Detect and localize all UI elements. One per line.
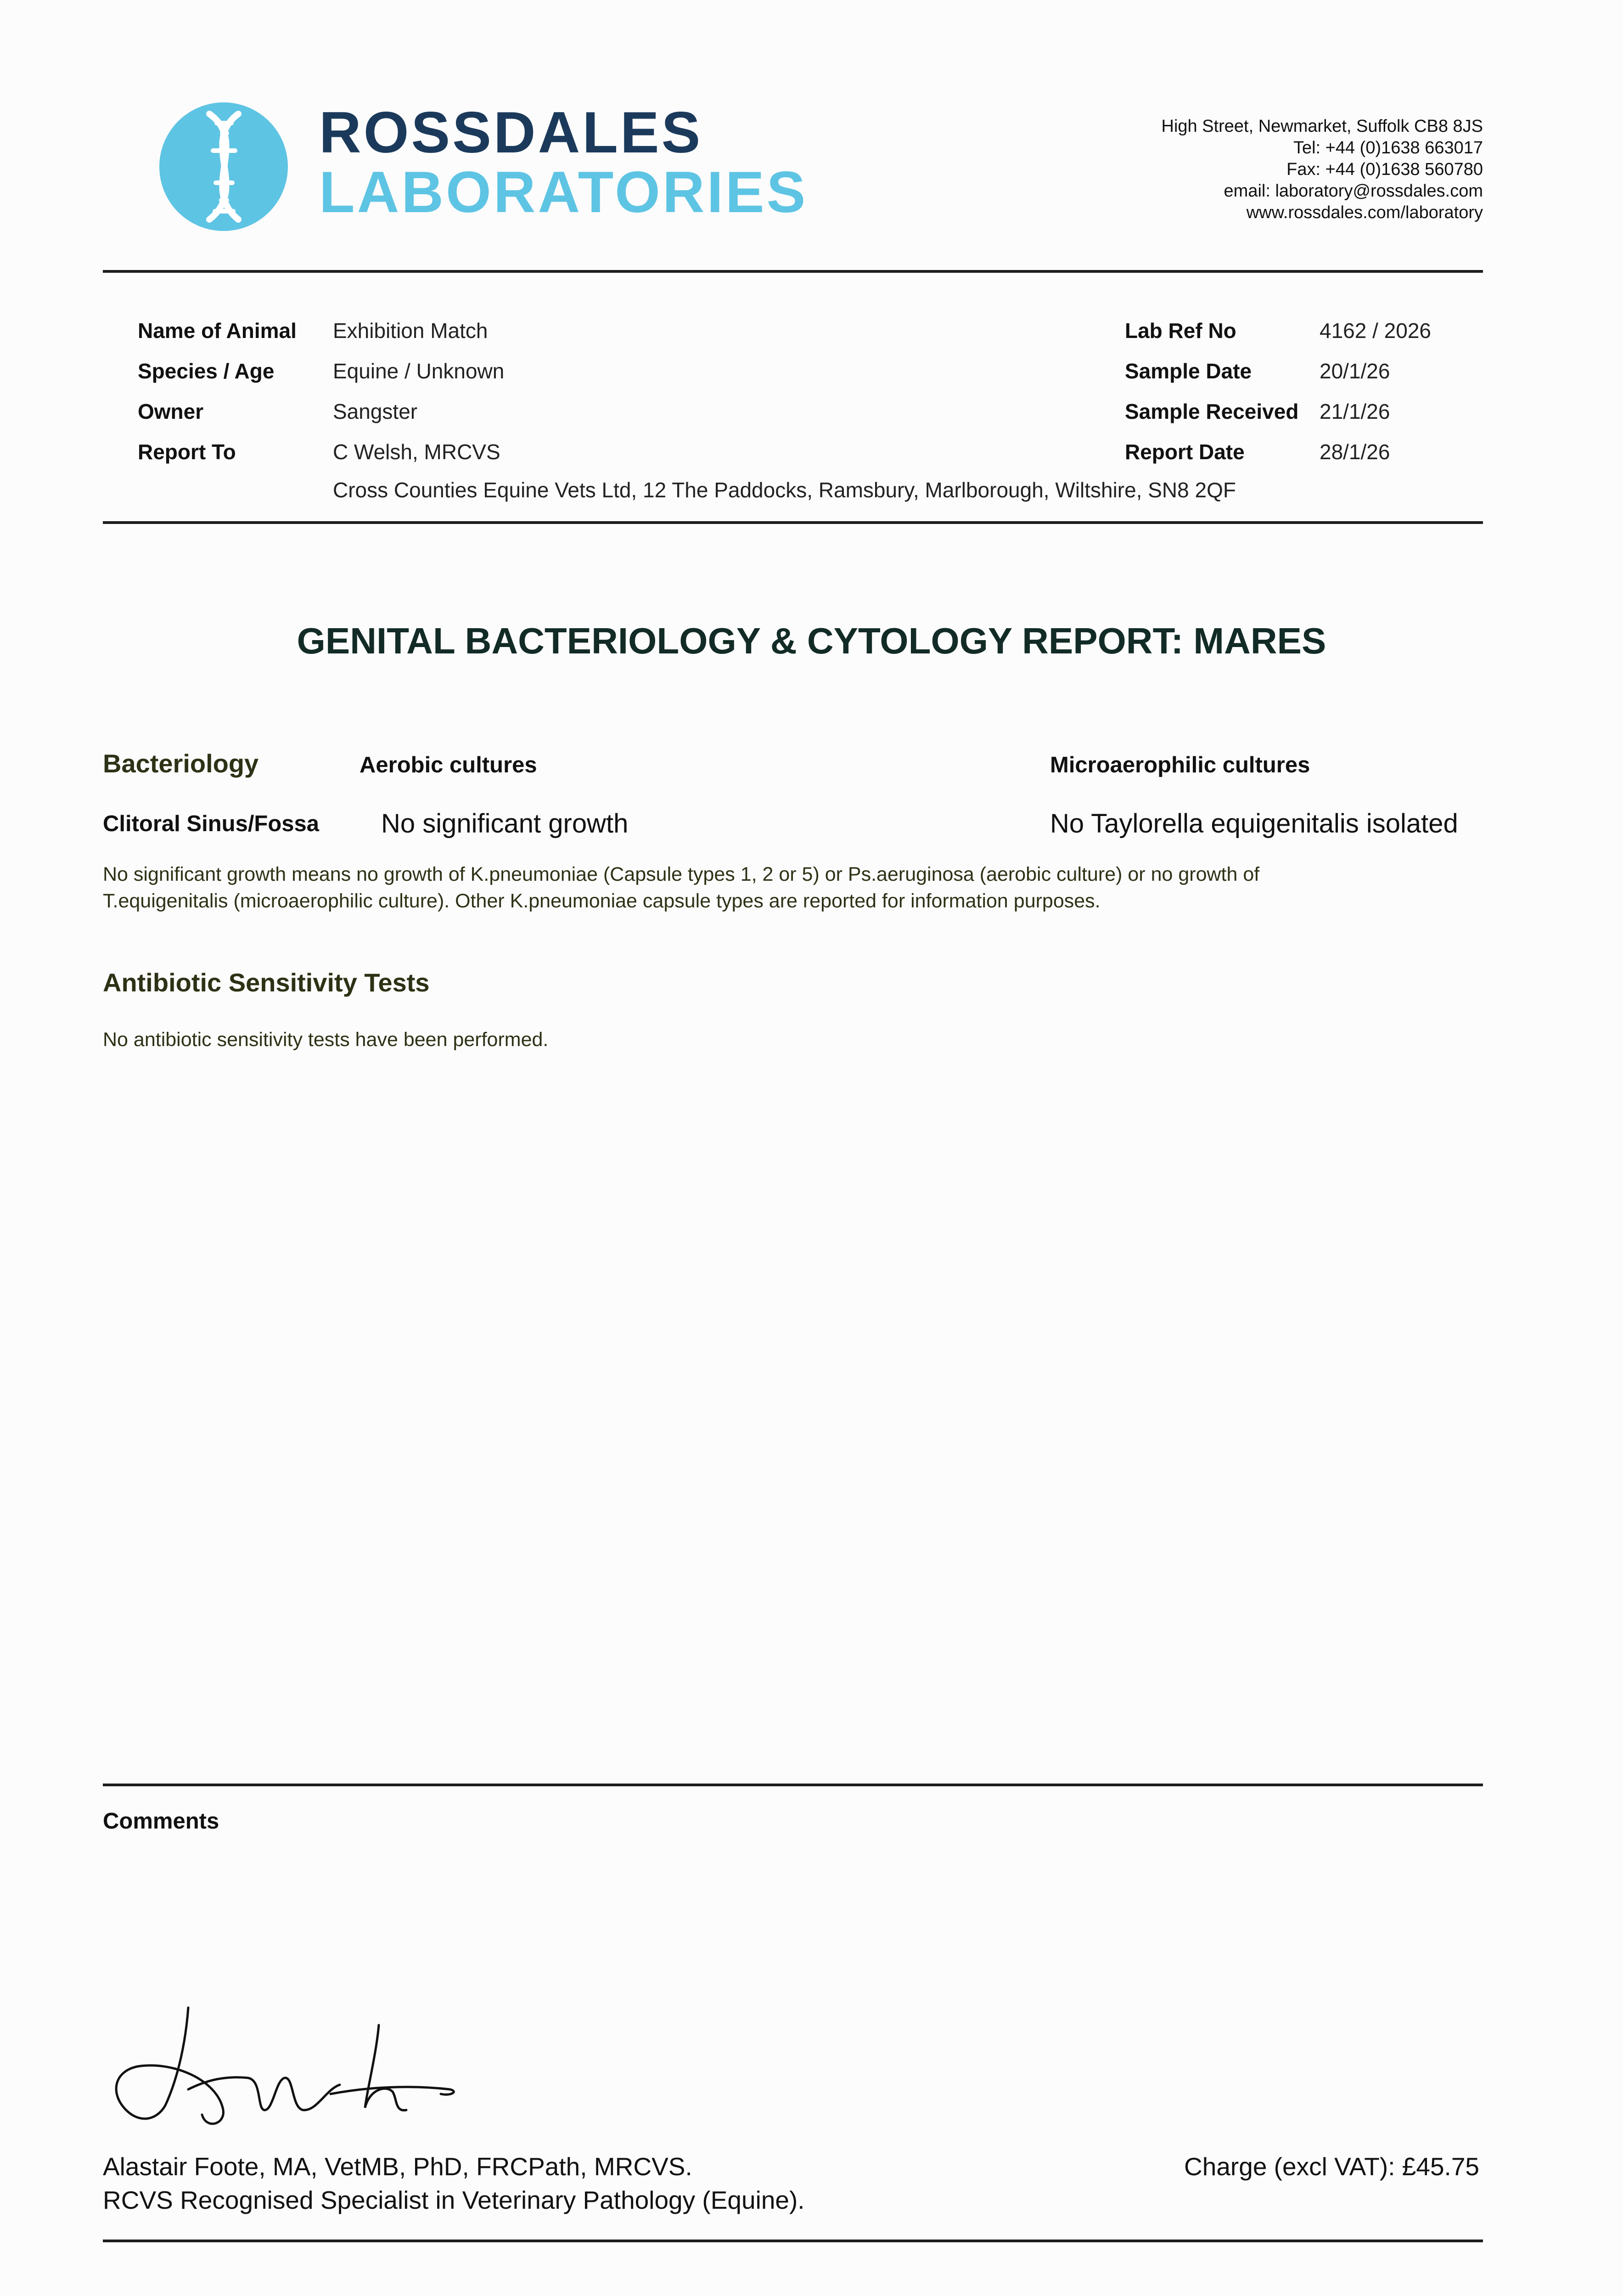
comments-divider (103, 1784, 1483, 1786)
microaerophilic-cultures-header: Microaerophilic cultures (1050, 753, 1310, 777)
antibiotic-heading: Antibiotic Sensitivity Tests (103, 968, 430, 997)
info-divider (103, 521, 1483, 524)
handwritten-signature (110, 1998, 459, 2131)
signatory-name: Alastair Foote, MA, VetMB, PhD, FRCPath, MRCVS. (103, 2152, 692, 2181)
bacteriology-note-line1: No significant growth means no growth of K.pneumoniae (Capsule types 1, 2 or 5) or Ps.aeruginosa (aerobic culture) or no growth of (103, 863, 1260, 885)
sample-received-label: Sample Received (1125, 400, 1299, 423)
report-date-value: 28/1/26 (1320, 440, 1390, 464)
report-to-label: Report To (138, 440, 236, 464)
name-of-animal-value: Exhibition Match (333, 319, 488, 343)
report-to-address: Cross Counties Equine Vets Ltd, 12 The Paddocks, Ramsbury, Marlborough, Wiltshire, SN8 2QF (333, 478, 1236, 502)
lab-contact-block (1162, 116, 1483, 224)
antibiotic-text: No antibiotic sensitivity tests have been performed. (103, 1029, 549, 1051)
species-age-label: Species / Age (138, 359, 275, 383)
contact-website: www.rossdales.com/laboratory (1246, 203, 1483, 222)
brand-name-line1: ROSSDALES (319, 100, 703, 165)
lab-ref-label: Lab Ref No (1125, 319, 1236, 343)
species-age-value: Equine / Unknown (333, 359, 505, 383)
sample-date-value: 20/1/26 (1320, 359, 1390, 383)
signatory-title: RCVS Recognised Specialist in Veterinary Pathology (Equine). (103, 2186, 805, 2214)
footer-divider (103, 2240, 1483, 2242)
bacteriology-heading: Bacteriology (103, 749, 259, 778)
charge-amount: Charge (excl VAT): £45.75 (1184, 2152, 1479, 2181)
owner-value: Sangster (333, 400, 418, 423)
aerobic-cultures-header: Aerobic cultures (359, 753, 537, 777)
contact-fax: Fax: +44 (0)1638 560780 (1286, 160, 1483, 179)
sample-received-value: 21/1/26 (1320, 400, 1390, 423)
aerobic-result: No significant growth (381, 809, 629, 838)
report-title: GENITAL BACTERIOLOGY & CYTOLOGY REPORT: MARES (297, 620, 1326, 661)
signatory-block (103, 2150, 805, 2217)
sample-date-label: Sample Date (1125, 359, 1252, 383)
lab-ref-value: 4162 / 2026 (1320, 319, 1432, 343)
contact-address: High Street, Newmarket, Suffolk CB8 8JS (1161, 117, 1483, 136)
owner-label: Owner (138, 400, 204, 423)
comments-heading: Comments (103, 1809, 219, 1834)
brand-name-line2: LABORATORIES (319, 159, 808, 225)
microaerophilic-result: No Taylorella equigenitalis isolated (1050, 809, 1458, 838)
header-divider (103, 270, 1483, 273)
bacteriology-note-line2: T.equigenitalis (microaerophilic culture). Other K.pneumoniae capsule types are reported for information purposes. (103, 890, 1101, 912)
bacteriology-note (103, 861, 1259, 914)
dna-helix-icon (158, 101, 289, 232)
report-date-label: Report Date (1125, 440, 1245, 464)
report-to-value: C Welsh, MRCVS (333, 440, 500, 464)
sample-site-label: Clitoral Sinus/Fossa (103, 811, 320, 836)
contact-email: email: laboratory@rossdales.com (1224, 181, 1483, 201)
contact-tel: Tel: +44 (0)1638 663017 (1293, 138, 1483, 158)
name-of-animal-label: Name of Animal (138, 319, 297, 343)
